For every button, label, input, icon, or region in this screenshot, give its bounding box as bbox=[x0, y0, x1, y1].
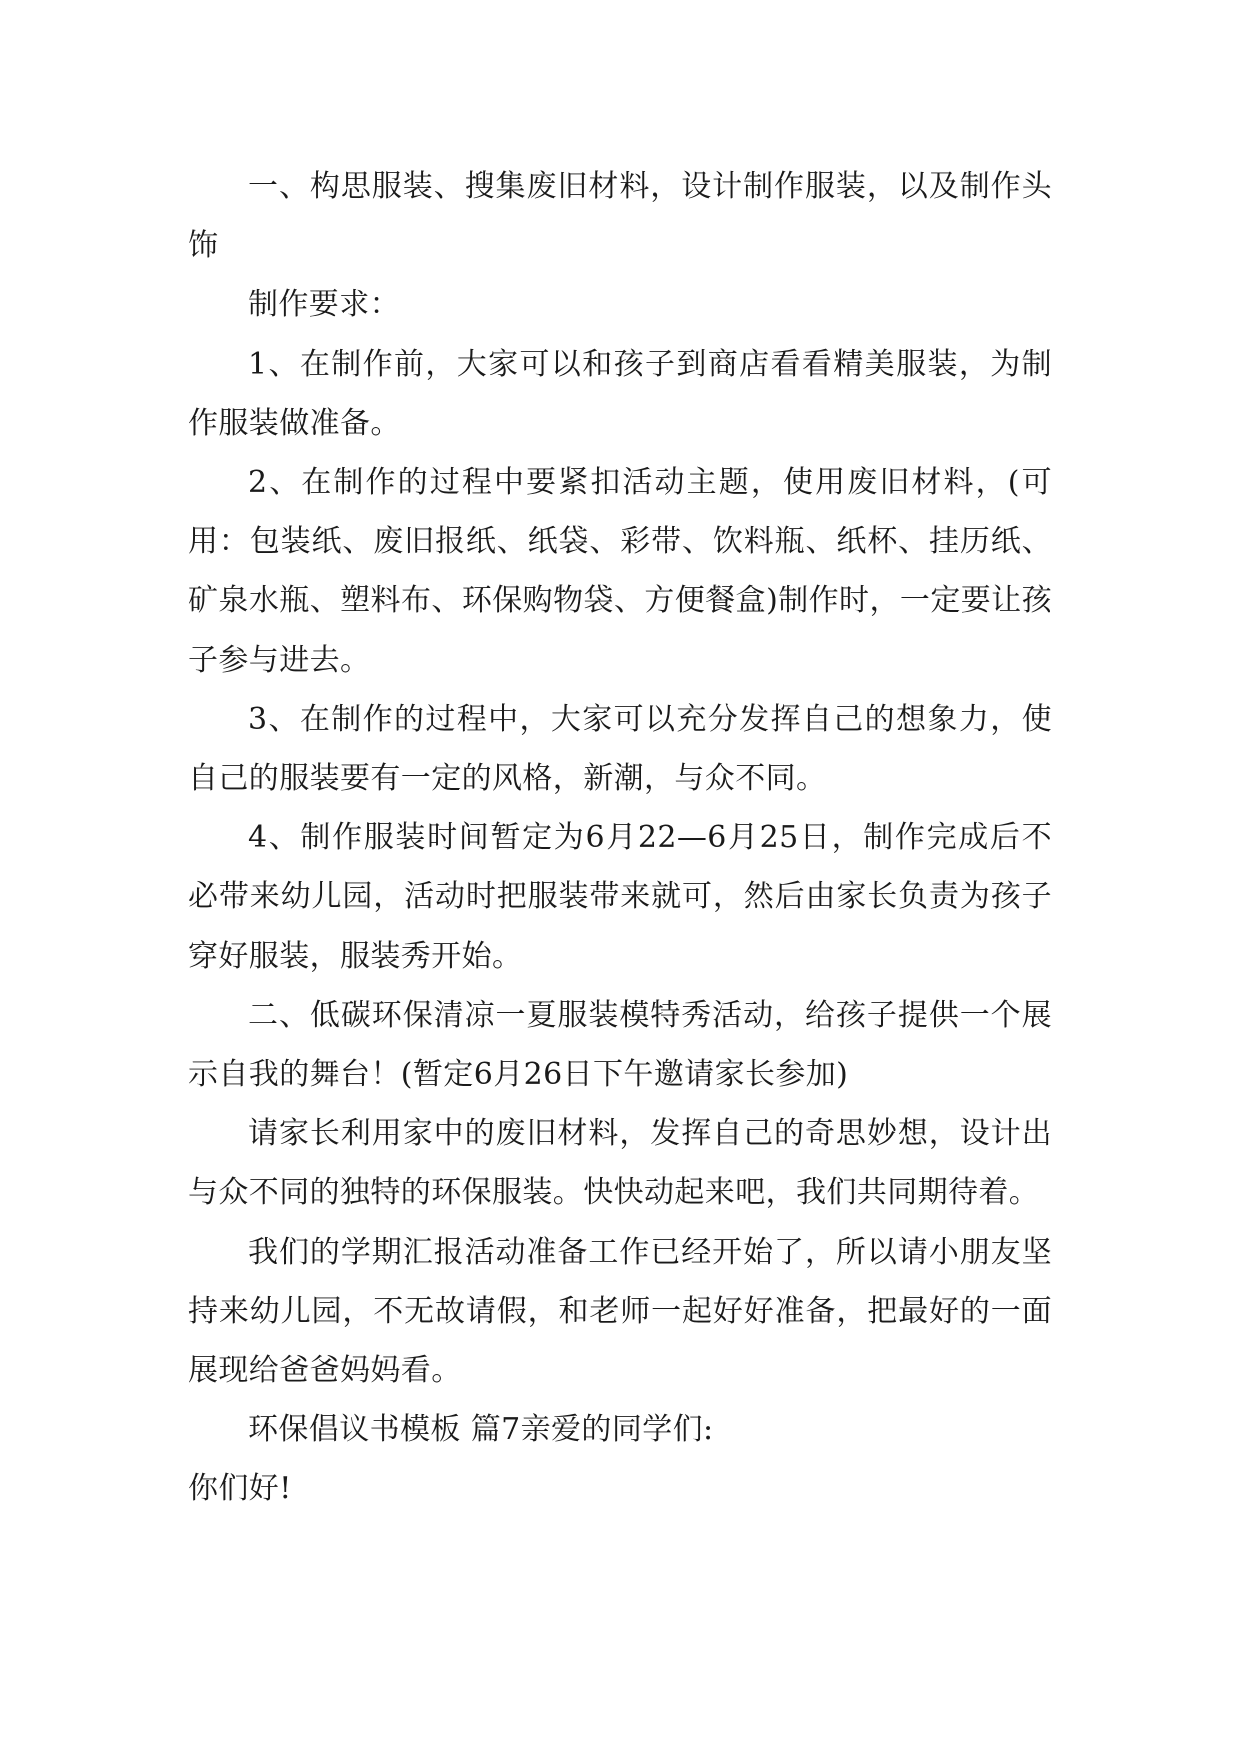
paragraph-requirement-4: 4、制作服装时间暂定为6月22—6月25日，制作完成后不必带来幼儿园，活动时把服装带来就可，然后由家长负责为孩子穿好服装，服装秀开始。 bbox=[188, 820, 1052, 974]
paragraph-requirement-1: 1、在制作前，大家可以和孩子到商店看看精美服装，为制作服装做准备。 bbox=[188, 346, 1052, 441]
document-body bbox=[188, 157, 1052, 1519]
paragraph-requirement-3: 3、在制作的过程中，大家可以充分发挥自己的想象力，使自己的服装要有一定的风格，新潮，与众不同。 bbox=[188, 701, 1052, 797]
paragraph-parent-invitation: 请家长利用家中的废旧材料，发挥自己的奇思妙想，设计出与众不同的独特的环保服装。快快动起来吧，我们共同期待着。 bbox=[188, 1116, 1052, 1211]
paragraph-requirement-2: 2、在制作的过程中要紧扣活动主题，使用废旧材料，(可用：包装纸、废旧报纸、纸袋、彩带、饮料瓶、纸杯、挂历纸、矿泉水瓶、塑料布、环保购物袋、方便餐盒)制作时，一定要让孩子参与进去。 bbox=[188, 465, 1052, 678]
paragraph-requirements-heading: 制作要求： bbox=[248, 287, 400, 323]
paragraph-template-heading: 环保倡议书模板 篇7亲爱的同学们: bbox=[248, 1412, 714, 1448]
paragraph-greeting: 你们好! bbox=[188, 1471, 292, 1507]
paragraph-section-two: 二、低碳环保清凉一夏服装模特秀活动，给孩子提供一个展示自我的舞台！(暂定6月26日下午邀请家长参加) bbox=[188, 997, 1052, 1093]
paragraph-section-one: 一、构思服装、搜集废旧材料，设计制作服装，以及制作头饰 bbox=[188, 169, 1052, 264]
paragraph-preparation-notice: 我们的学期汇报活动准备工作已经开始了，所以请小朋友坚持来幼儿园，不无故请假，和老师一起好好准备，把最好的一面展现给爸爸妈妈看。 bbox=[188, 1234, 1052, 1389]
